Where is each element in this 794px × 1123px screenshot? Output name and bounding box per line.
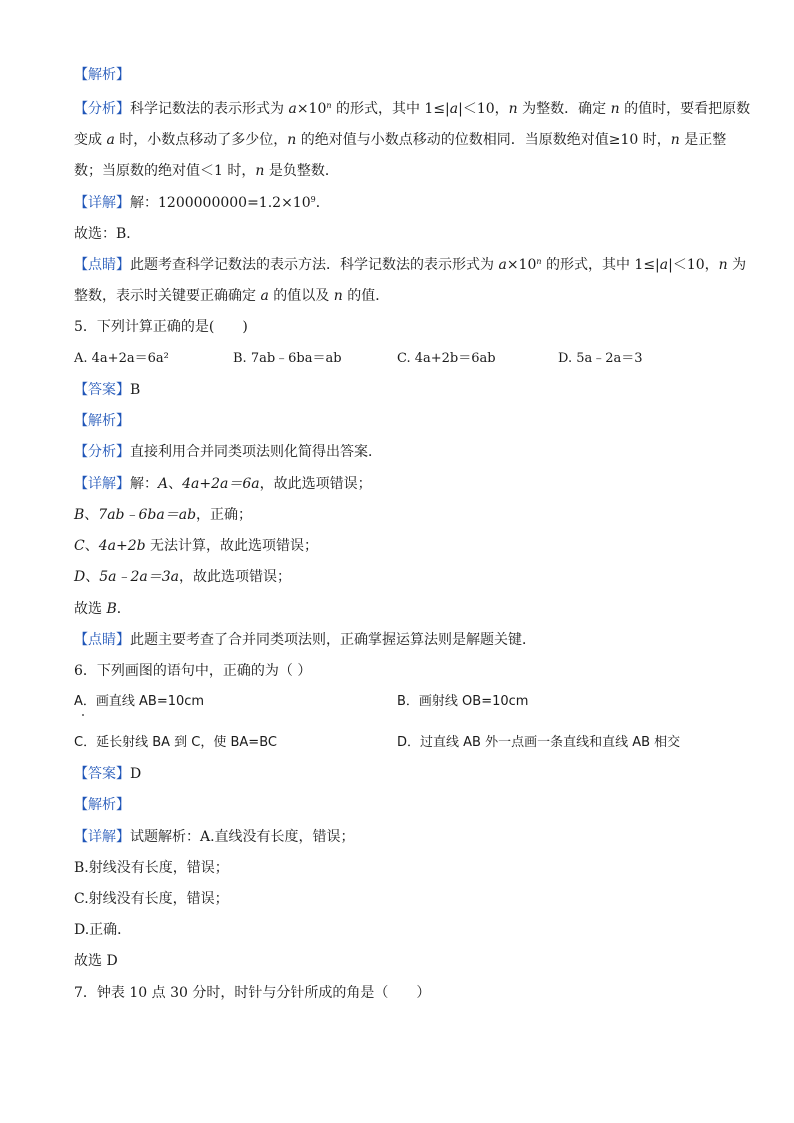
dianjing-line-1: 【点睛】此题考查科学记数法的表示方法．科学记数法的表示形式为 $a\times 10^n$ 的形式，其中 1≤|a|＜10，n 为 [74, 257, 747, 273]
q5-xiangjie-line-1: 【详解】解：A、4a+2a＝6a，故此选项错误； [74, 476, 372, 492]
q6-line-d: D.正确． [74, 922, 132, 938]
fenxi-line-2: 变成 a 时，小数点移动了多少位，n 的绝对值与小数点移动的位数相同．当原数绝对值≥10 时，n 是正整 [74, 132, 727, 148]
q6-line-b: B.射线没有长度，错误； [74, 860, 229, 876]
q5-guxuan-line: 故选 B． [74, 601, 131, 617]
q5-xiangjie-line-4: D、5a﹣2a＝3a，故此选项错误； [74, 569, 291, 585]
jiexi-heading: 【解析】 [74, 67, 130, 83]
q5-xiangjie-line-2: B、7ab﹣6ba＝ab，正确； [74, 507, 253, 523]
answer-value: B [130, 382, 141, 398]
xiangjie-line: 【详解】解：$1200000000=1.2\times 10^9$． [74, 195, 330, 211]
q6-option-c: C．延长射线 BA 到 C，使 BA=BC [74, 735, 277, 750]
q6-stem: 6．下列画图的语句中，正确的为（ ） [74, 663, 312, 679]
fenxi-tag: 【分析】 [74, 101, 130, 117]
q6-option-d: D．过直线 AB 外一点画一条直线和直线 AB 相交 [397, 735, 681, 750]
fenxi-line-3: 数；当原数的绝对值＜1 时，n 是负整数． [74, 163, 339, 179]
q6-jiexi-heading: 【解析】 [74, 797, 130, 813]
q5-xiangjie-line-3: C、4a+2b 无法计算，故此选项错误； [74, 538, 319, 554]
dianjing-tag: 【点睛】 [74, 257, 130, 273]
q6-xiangjie-line: 【详解】试题解析：A.直线没有长度，错误； [74, 829, 355, 845]
q6-line-c: C.射线没有长度，错误； [74, 891, 229, 907]
q5-option-d: D. 5a﹣2a＝3 [558, 351, 643, 366]
q5-option-c: C. 4a+2b＝6ab [397, 351, 496, 366]
fenxi-line-1: 【分析】科学记数法的表示形式为 $a\times 10^n$ 的形式，其中 1≤|a|＜10，n 为整数．确定 n 的值时，要看把原数 [74, 101, 751, 117]
answer-tag: 【答案】 [74, 382, 130, 398]
q5-dianjing-line: 【点睛】此题主要考查了合并同类项法则，正确掌握运算法则是解题关键． [74, 632, 536, 648]
q5-answer-line [74, 381, 140, 399]
q5-option-b: B. 7ab﹣6ba＝ab [233, 351, 342, 366]
q5-fenxi-line: 【分析】直接利用合并同类项法则化简得出答案． [74, 444, 382, 460]
q5-jiexi-heading: 【解析】 [74, 413, 130, 429]
q6-guxuan-line: 故选 D [74, 953, 118, 969]
dianjing-line-2: 整数，表示时关键要正确确定 a 的值以及 n 的值． [74, 288, 390, 304]
q5-option-a: A. 4a+2a＝6a² [74, 351, 169, 366]
q6-option-b: B．画射线 OB=10cm [397, 694, 529, 709]
q6-answer-line: 【答案】D [74, 766, 142, 782]
q5-stem: 5．下列计算正确的是( ) [74, 319, 248, 335]
xiangjie-tag: 【详解】 [74, 195, 130, 211]
q6-option-a: A．画直线 AB=10cm [74, 694, 205, 709]
q7-stem: 7．钟表 10 点 30 分时，时针与分针所成的角是（ ） [74, 985, 431, 1001]
guxuan-line: 故选：B． [74, 226, 141, 242]
stray-dot [82, 714, 84, 716]
